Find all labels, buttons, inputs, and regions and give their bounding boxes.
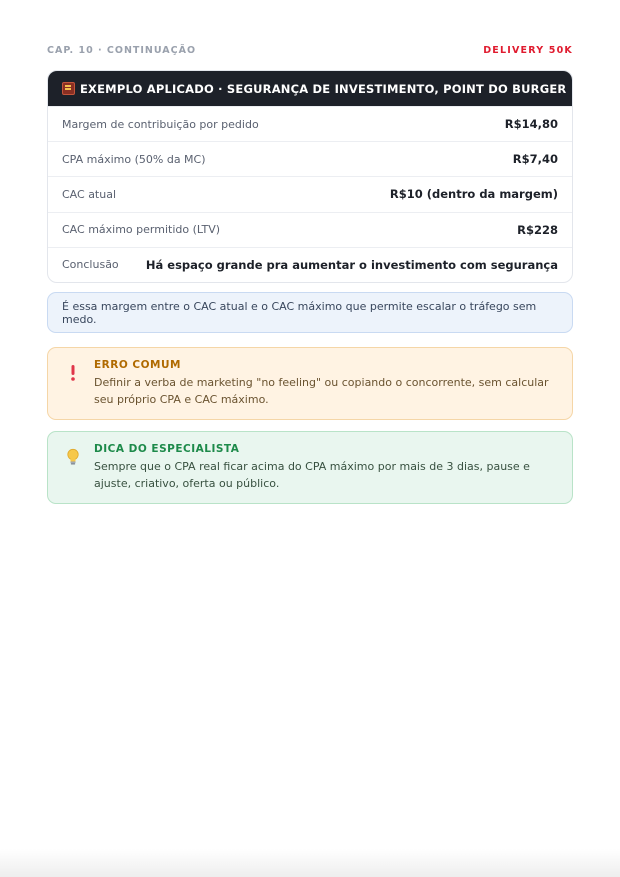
brand-label: DELIVERY 50K xyxy=(483,45,573,56)
page-bottom-shadow xyxy=(0,849,620,877)
table-row xyxy=(48,247,572,282)
warning-text: Definir a verba de marketing "no feeling" ou copiando o concorrente, sem calcular seu próprio CPA e CAC máximo. xyxy=(94,376,549,406)
table-row xyxy=(48,141,572,176)
page-header xyxy=(47,45,573,56)
info-note-text: É essa margem entre o CAC atual e o CAC máximo que permite escalar o tráfego sem medo. xyxy=(62,299,537,326)
lightbulb-icon xyxy=(66,448,80,466)
row-value: R$7,40 xyxy=(512,152,558,167)
warning-callout xyxy=(47,347,573,420)
row-label: Margem de contribuição por pedido xyxy=(62,117,259,131)
example-table-header xyxy=(48,71,572,106)
info-note xyxy=(47,292,573,333)
example-table-title: EXEMPLO APLICADO · SEGURANÇA DE INVESTIMENTO, POINT DO BURGER xyxy=(80,81,567,96)
row-label: CAC atual xyxy=(62,187,117,201)
table-row xyxy=(48,176,572,211)
tip-text: Sempre que o CPA real ficar acima do CPA máximo por mais de 3 dias, pause e ajuste, criativo, oferta ou público. xyxy=(94,460,530,490)
tip-title: DICA DO ESPECIALISTA xyxy=(94,443,240,455)
row-value: Há espaço grande pra aumentar o investimento com segurança xyxy=(145,257,558,272)
chapter-label: CAP. 10 · CONTINUAÇÃO xyxy=(47,45,197,56)
tip-callout xyxy=(47,431,573,504)
table-row xyxy=(48,212,572,247)
row-label: Conclusão xyxy=(62,258,119,272)
exclamation-icon xyxy=(66,364,80,382)
warning-title: ERRO COMUM xyxy=(94,359,181,371)
row-value: R$14,80 xyxy=(504,117,558,132)
row-label: CAC máximo permitido (LTV) xyxy=(62,223,221,237)
table-row xyxy=(48,106,572,141)
row-value: R$228 xyxy=(517,222,558,237)
row-label: CPA máximo (50% da MC) xyxy=(62,152,206,166)
hamburger-emoji-icon xyxy=(62,82,75,95)
example-table xyxy=(47,70,573,283)
row-value: R$10 (dentro da margem) xyxy=(389,187,558,202)
